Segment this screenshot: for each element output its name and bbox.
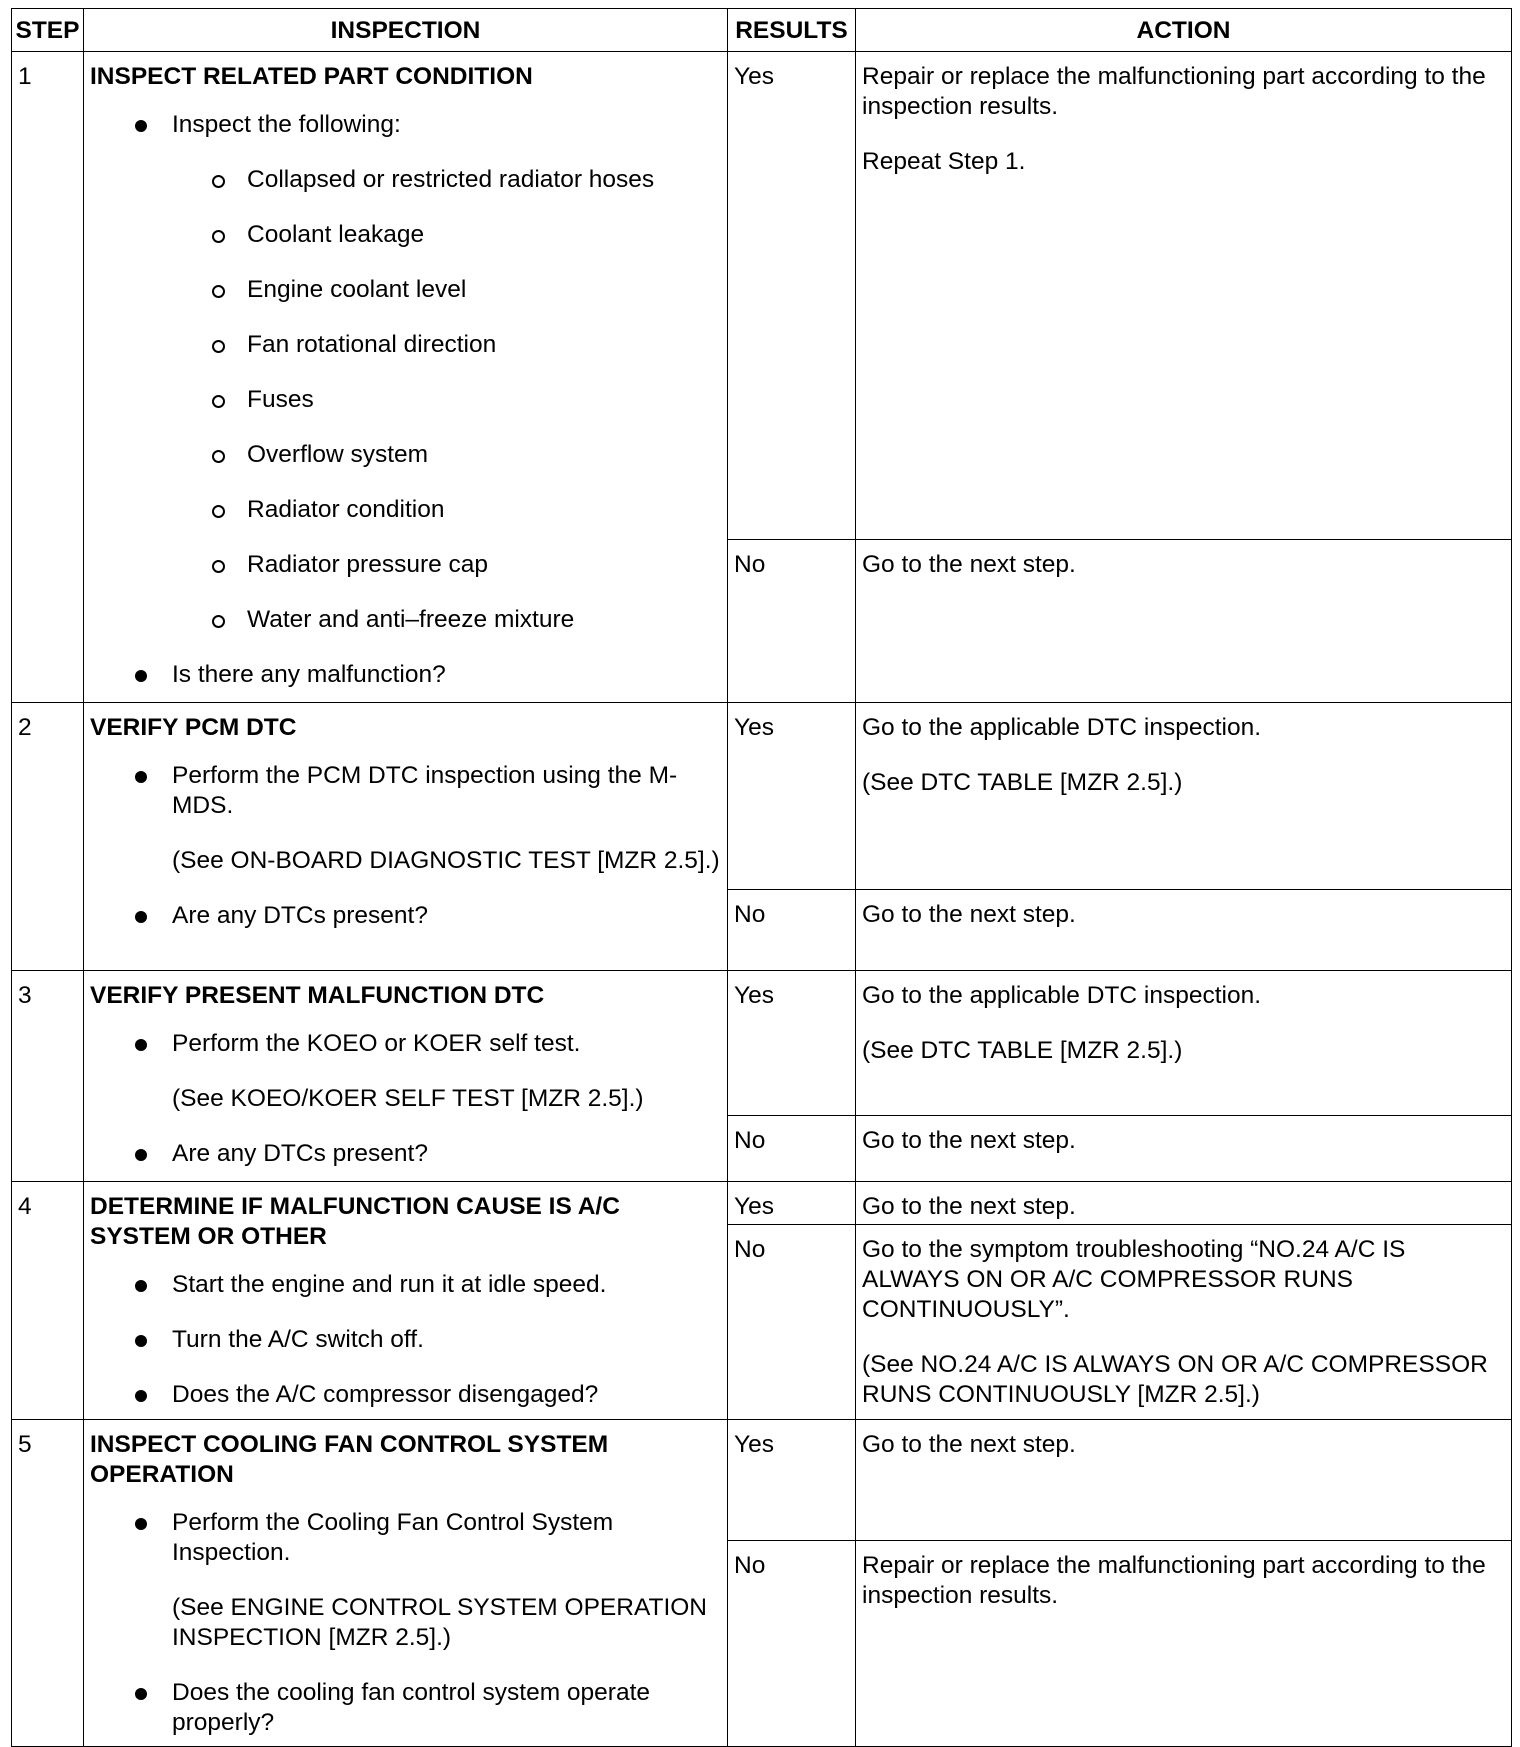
action-cell xyxy=(856,1116,1512,1182)
action-text: Go to the next step. xyxy=(862,1431,1076,1458)
action-cell xyxy=(856,1225,1512,1420)
bullet-item: Does the A/C compressor disengaged? xyxy=(90,1380,721,1410)
sub-item: Overflow system xyxy=(90,440,721,470)
header-step: STEP xyxy=(12,9,84,52)
inspection-cell xyxy=(84,1420,728,1747)
step-number: 4 xyxy=(12,1182,84,1420)
bullet-item: Turn the A/C switch off. xyxy=(90,1325,721,1355)
result-yes: Yes xyxy=(728,703,856,890)
bullet-item: Inspect the following: xyxy=(90,110,721,140)
action-text: (See DTC TABLE [MZR 2.5].) xyxy=(862,769,1183,796)
bullet-item: Does the cooling fan control system operate properly? xyxy=(90,1678,721,1738)
step-number: 2 xyxy=(12,703,84,971)
sub-item: Radiator condition xyxy=(90,495,721,525)
action-text: Repair or replace the malfunctioning part according to the inspection results. xyxy=(862,1552,1486,1609)
reference-note: (See ENGINE CONTROL SYSTEM OPERATION INSPECTION [MZR 2.5].) xyxy=(172,1594,708,1651)
sub-item: Fan rotational direction xyxy=(90,330,721,360)
result-no: No xyxy=(728,1116,856,1182)
action-text: Go to the symptom troubleshooting “NO.24 A/C IS ALWAYS ON OR A/C COMPRESSOR RUNS CONTINUOUSLY”. xyxy=(862,1236,1406,1323)
sub-item: Radiator pressure cap xyxy=(90,550,721,580)
step-number: 5 xyxy=(12,1420,84,1747)
action-cell xyxy=(856,1182,1512,1225)
step-title: VERIFY PRESENT MALFUNCTION DTC xyxy=(90,982,545,1009)
inspection-cell xyxy=(84,52,728,703)
bullet-item: Start the engine and run it at idle speed. xyxy=(90,1270,721,1300)
action-text: Go to the next step. xyxy=(862,551,1076,578)
bullet-item: Are any DTCs present? xyxy=(90,1139,721,1169)
result-no: No xyxy=(728,1225,856,1420)
result-yes: Yes xyxy=(728,52,856,540)
sub-item: Water and anti–freeze mixture xyxy=(90,605,721,635)
step-title: INSPECT RELATED PART CONDITION xyxy=(90,63,533,90)
action-text: Repeat Step 1. xyxy=(862,148,1026,175)
header-inspection: INSPECTION xyxy=(84,9,728,52)
result-yes: Yes xyxy=(728,971,856,1116)
action-cell xyxy=(856,890,1512,971)
sub-item: Fuses xyxy=(90,385,721,415)
result-no: No xyxy=(728,540,856,703)
action-text: Go to the next step. xyxy=(862,1127,1076,1154)
diagnostic-table xyxy=(11,8,1512,1747)
bullet-item: Perform the PCM DTC inspection using the M-MDS. xyxy=(90,761,721,821)
action-cell xyxy=(856,540,1512,703)
action-text: Go to the next step. xyxy=(862,901,1076,928)
header-action: ACTION xyxy=(856,9,1512,52)
action-text: Go to the applicable DTC inspection. xyxy=(862,982,1262,1009)
action-text: (See DTC TABLE [MZR 2.5].) xyxy=(862,1037,1183,1064)
table-row xyxy=(12,703,1512,890)
table-row xyxy=(12,52,1512,540)
header-results: RESULTS xyxy=(728,9,856,52)
reference-note: (See KOEO/KOER SELF TEST [MZR 2.5].) xyxy=(172,1085,644,1112)
table-row xyxy=(12,1420,1512,1541)
action-cell xyxy=(856,971,1512,1116)
inspection-cell xyxy=(84,971,728,1182)
reference-note: (See ON-BOARD DIAGNOSTIC TEST [MZR 2.5].) xyxy=(172,847,720,874)
step-number: 3 xyxy=(12,971,84,1182)
sub-item: Collapsed or restricted radiator hoses xyxy=(90,165,721,195)
step-title: DETERMINE IF MALFUNCTION CAUSE IS A/C SYSTEM OR OTHER xyxy=(90,1193,620,1250)
result-yes: Yes xyxy=(728,1420,856,1541)
header-row xyxy=(12,9,1512,52)
action-text: Go to the next step. xyxy=(862,1193,1076,1220)
action-cell xyxy=(856,1420,1512,1541)
table-row xyxy=(12,1182,1512,1225)
table-row xyxy=(12,971,1512,1116)
bullet-item: Is there any malfunction? xyxy=(90,660,721,690)
result-no: No xyxy=(728,890,856,971)
action-text: Repair or replace the malfunctioning part according to the inspection results. xyxy=(862,63,1486,120)
sub-item: Coolant leakage xyxy=(90,220,721,250)
inspection-cell xyxy=(84,703,728,971)
result-yes: Yes xyxy=(728,1182,856,1225)
bullet-item: Perform the KOEO or KOER self test. xyxy=(90,1029,721,1059)
bullet-item: Perform the Cooling Fan Control System Inspection. xyxy=(90,1508,721,1568)
step-number: 1 xyxy=(12,52,84,703)
action-cell xyxy=(856,1541,1512,1747)
result-no: No xyxy=(728,1541,856,1747)
action-cell xyxy=(856,703,1512,890)
action-text: Go to the applicable DTC inspection. xyxy=(862,714,1262,741)
step-title: INSPECT COOLING FAN CONTROL SYSTEM OPERATION xyxy=(90,1431,609,1488)
bullet-item: Are any DTCs present? xyxy=(90,901,721,931)
action-text: (See NO.24 A/C IS ALWAYS ON OR A/C COMPRESSOR RUNS CONTINUOUSLY [MZR 2.5].) xyxy=(862,1351,1488,1408)
sub-item: Engine coolant level xyxy=(90,275,721,305)
inspection-cell xyxy=(84,1182,728,1420)
step-title: VERIFY PCM DTC xyxy=(90,714,297,741)
action-cell xyxy=(856,52,1512,540)
